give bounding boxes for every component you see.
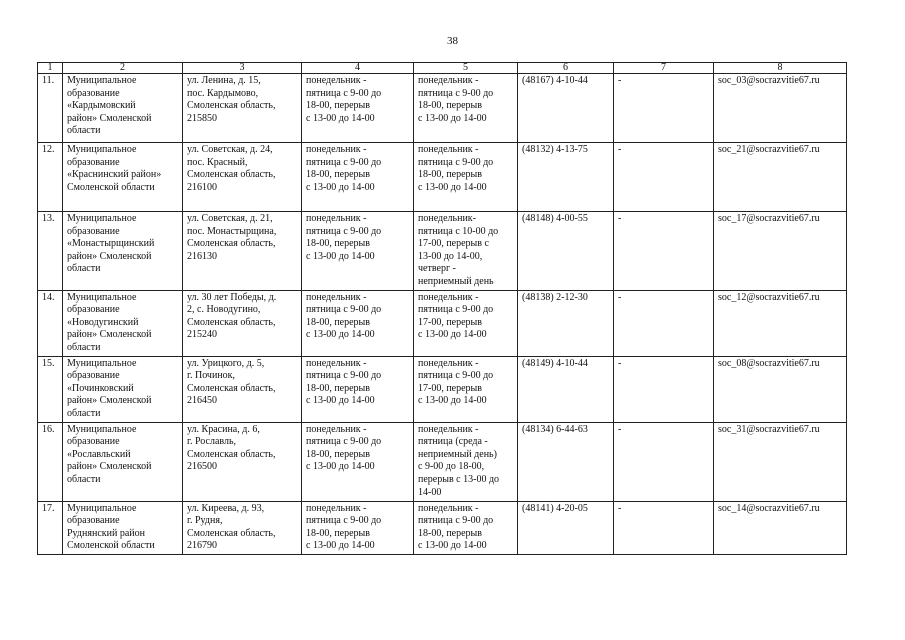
registry-table (37, 62, 847, 555)
schedule-b: понедельник - пятница с 9-00 до 18-00, перерыв с 13-00 до 14-00 (414, 143, 518, 212)
header-row (38, 63, 847, 74)
schedule-b: понедельник - пятница с 9-00 до 17-00, перерыв с 13-00 до 14-00 (414, 356, 518, 422)
email: soc_21@socrazvitie67.ru (714, 143, 847, 212)
col-header-2: 2 (63, 63, 183, 74)
municipality-name: Муниципальное образование «Починковский район» Смоленской области (63, 356, 183, 422)
schedule-a: понедельник - пятница с 9-00 до 18-00, перерыв с 13-00 до 14-00 (302, 143, 414, 212)
address: ул. Ленина, д. 15, пос. Кардымово, Смоленская область, 215850 (183, 74, 302, 143)
phone: (48134) 6-44-63 (518, 422, 614, 501)
schedule-b: понедельник - пятница (среда - неприемный день) с 9-00 до 18-00, перерыв с 13-00 до 14-00 (414, 422, 518, 501)
row-number: 17. (38, 501, 63, 554)
col7-value: - (614, 290, 714, 356)
email: soc_31@socrazvitie67.ru (714, 422, 847, 501)
col7-value: - (614, 74, 714, 143)
municipality-name: Муниципальное образование «Кардымовский район» Смоленской области (63, 74, 183, 143)
col7-value: - (614, 143, 714, 212)
address: ул. 30 лет Победы, д. 2, с. Новодугино, Смоленская область, 215240 (183, 290, 302, 356)
schedule-a: понедельник - пятница с 9-00 до 18-00, перерыв с 13-00 до 14-00 (302, 74, 414, 143)
address: ул. Советская, д. 24, пос. Красный, Смоленская область, 216100 (183, 143, 302, 212)
col-header-1: 1 (38, 63, 63, 74)
municipality-name: Муниципальное образование «Рославльский район» Смоленской области (63, 422, 183, 501)
table-row (38, 212, 847, 291)
schedule-b: понедельник- пятница с 10-00 до 17-00, перерыв с 13-00 до 14-00, четверг - неприемный день (414, 212, 518, 291)
schedule-a: понедельник - пятница с 9-00 до 18-00, перерыв с 13-00 до 14-00 (302, 422, 414, 501)
email: soc_12@socrazvitie67.ru (714, 290, 847, 356)
row-number: 14. (38, 290, 63, 356)
municipality-name: Муниципальное образование «Монастырщинский район» Смоленской области (63, 212, 183, 291)
schedule-b: понедельник - пятница с 9-00 до 18-00, перерыв с 13-00 до 14-00 (414, 74, 518, 143)
schedule-a: понедельник - пятница с 9-00 до 18-00, перерыв с 13-00 до 14-00 (302, 501, 414, 554)
phone: (48149) 4-10-44 (518, 356, 614, 422)
row-number: 16. (38, 422, 63, 501)
address: ул. Урицкого, д. 5, г. Починок, Смоленская область, 216450 (183, 356, 302, 422)
email: soc_03@socrazvitie67.ru (714, 74, 847, 143)
schedule-b: понедельник - пятница с 9-00 до 18-00, перерыв с 13-00 до 14-00 (414, 501, 518, 554)
col7-value: - (614, 212, 714, 291)
schedule-b: понедельник - пятница с 9-00 до 17-00, перерыв с 13-00 до 14-00 (414, 290, 518, 356)
phone: (48141) 4-20-05 (518, 501, 614, 554)
table-row (38, 356, 847, 422)
col7-value: - (614, 356, 714, 422)
col7-value: - (614, 501, 714, 554)
address: ул. Киреева, д. 93, г. Рудня, Смоленская область, 216790 (183, 501, 302, 554)
col-header-5: 5 (414, 63, 518, 74)
table-row (38, 143, 847, 212)
table-row (38, 74, 847, 143)
address: ул. Красина, д. 6, г. Рославль, Смоленская область, 216500 (183, 422, 302, 501)
phone: (48148) 4-00-55 (518, 212, 614, 291)
email: soc_17@socrazvitie67.ru (714, 212, 847, 291)
schedule-a: понедельник - пятница с 9-00 до 18-00, перерыв с 13-00 до 14-00 (302, 290, 414, 356)
col-header-6: 6 (518, 63, 614, 74)
page-number: 38 (447, 35, 458, 47)
col7-value: - (614, 422, 714, 501)
table-row (38, 290, 847, 356)
address: ул. Советская, д. 21, пос. Монастырщина, Смоленская область, 216130 (183, 212, 302, 291)
municipality-name: Муниципальное образование «Краснинский район» Смоленской области (63, 143, 183, 212)
phone: (48167) 4-10-44 (518, 74, 614, 143)
row-number: 11. (38, 74, 63, 143)
email: soc_14@socrazvitie67.ru (714, 501, 847, 554)
col-header-7: 7 (614, 63, 714, 74)
municipality-name: Муниципальное образование Руднянский район Смоленской области (63, 501, 183, 554)
col-header-3: 3 (183, 63, 302, 74)
row-number: 12. (38, 143, 63, 212)
row-number: 15. (38, 356, 63, 422)
schedule-a: понедельник - пятница с 9-00 до 18-00, перерыв с 13-00 до 14-00 (302, 356, 414, 422)
table-row (38, 501, 847, 554)
phone: (48138) 2-12-30 (518, 290, 614, 356)
row-number: 13. (38, 212, 63, 291)
table-row (38, 422, 847, 501)
email: soc_08@socrazvitie67.ru (714, 356, 847, 422)
col-header-8: 8 (714, 63, 847, 74)
schedule-a: понедельник - пятница с 9-00 до 18-00, перерыв с 13-00 до 14-00 (302, 212, 414, 291)
phone: (48132) 4-13-75 (518, 143, 614, 212)
municipality-name: Муниципальное образование «Новодугинский район» Смоленской области (63, 290, 183, 356)
col-header-4: 4 (302, 63, 414, 74)
